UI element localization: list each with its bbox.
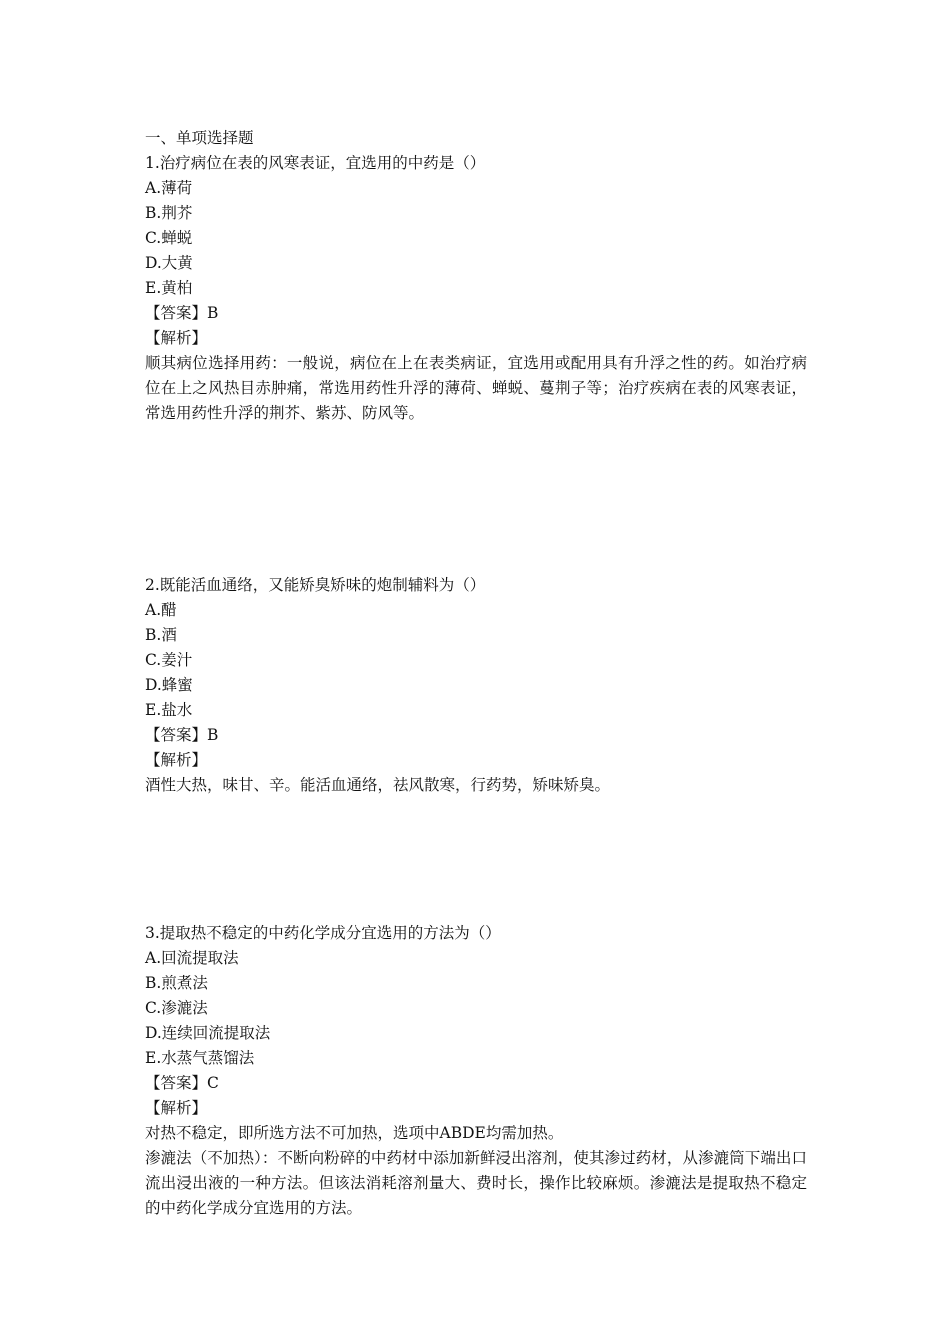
option-d: D.大黄 <box>145 254 193 272</box>
question-stem: 2.既能活血通络，又能矫臭矫味的炮制辅料为（） <box>145 576 486 594</box>
analysis-label: 【解析】 <box>145 1099 208 1117</box>
option-d: D.连续回流提取法 <box>145 1024 271 1042</box>
question-1 <box>145 151 807 426</box>
option-a: A.回流提取法 <box>145 949 239 967</box>
option-e: E.水蒸气蒸馏法 <box>145 1049 255 1067</box>
analysis-paragraph: 对热不稳定，即所选方法不可加热，选项中ABDE均需加热。 <box>145 1124 564 1142</box>
option-e: E.黄柏 <box>145 279 193 297</box>
option-c: C.蝉蜕 <box>145 229 193 247</box>
question-2 <box>145 573 807 798</box>
answer: 【答案】C <box>145 1074 219 1092</box>
analysis-paragraph: 顺其病位选择用药：一般说，病位在上在表类病证，宜选用或配用具有升浮之性的药。如治疗病位在上之风热目赤肿痛，常选用药性升浮的薄荷、蝉蜕、蔓荆子等；治疗疾病在表的风寒表证，常选用药性升浮的荆芥、紫苏、防风等。 <box>145 354 807 422</box>
analysis-paragraph: 渗漉法（不加热）：不断向粉碎的中药材中添加新鲜浸出溶剂，使其渗过药材，从渗漉筒下端出口流出浸出液的一种方法。但该法消耗溶剂量大、费时长，操作比较麻烦。渗漉法是提取热不稳定的中药化学成分宜选用的方法。 <box>145 1149 807 1217</box>
question-stem: 1.治疗病位在表的风寒表证，宜选用的中药是（） <box>145 154 486 172</box>
option-d: D.蜂蜜 <box>145 676 193 694</box>
option-b: B.煎煮法 <box>145 974 208 992</box>
option-b: B.荆芥 <box>145 204 193 222</box>
option-c: C.渗漉法 <box>145 999 208 1017</box>
option-b: B.酒 <box>145 626 177 644</box>
question-3 <box>145 921 807 1221</box>
answer: 【答案】B <box>145 304 219 322</box>
answer: 【答案】B <box>145 726 219 744</box>
section-title: 一、单项选择题 <box>145 129 254 147</box>
question-stem: 3.提取热不稳定的中药化学成分宜选用的方法为（） <box>145 924 501 942</box>
option-e: E.盐水 <box>145 701 193 719</box>
analysis-label: 【解析】 <box>145 329 208 347</box>
analysis-label: 【解析】 <box>145 751 208 769</box>
option-a: A.薄荷 <box>145 179 193 197</box>
option-c: C.姜汁 <box>145 651 193 669</box>
option-a: A.醋 <box>145 601 177 619</box>
analysis-paragraph: 酒性大热，味甘、辛。能活血通络，祛风散寒，行药势，矫味矫臭。 <box>145 776 611 794</box>
